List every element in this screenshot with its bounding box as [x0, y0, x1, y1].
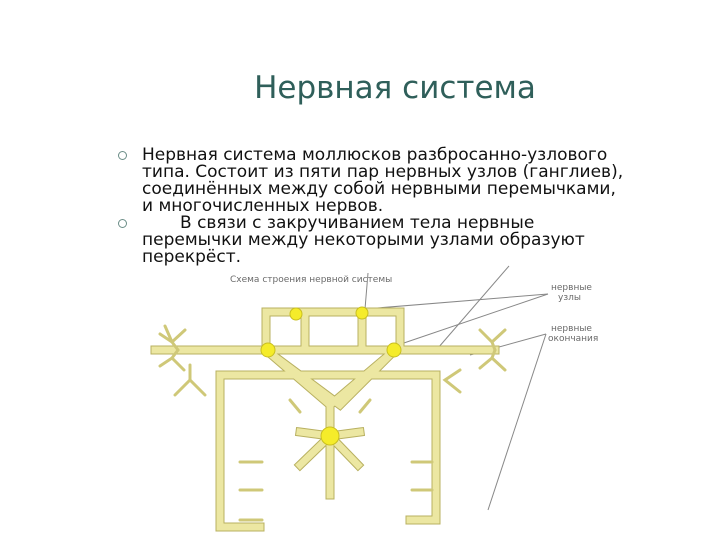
ganglion [321, 427, 339, 445]
bullet-line-text: В связи с закручиванием тела нервные [180, 213, 535, 233]
label-ganglia-line1: нервные [551, 283, 592, 293]
bullet-line: Нервная система моллюсков разбросанно-узлового [142, 145, 608, 165]
label-endings-line1: нервные [551, 324, 592, 334]
bullet-line: соединённых между собой нервными перемычками, [142, 179, 616, 199]
label-ganglia-line2: узлы [558, 293, 581, 303]
ganglion [290, 308, 302, 320]
ganglion [356, 307, 368, 319]
bullet-line: перекрёст. [142, 247, 241, 267]
ganglion [387, 343, 401, 357]
diagram-caption: Схема строения нервной системы [230, 275, 393, 285]
bullet-line: типа. Состоит из пяти пар нервных узлов (ганглиев), [142, 162, 624, 182]
bullet-line: перемычки между некоторыми узлами образуют [142, 230, 585, 250]
bullet-line: и многочисленных нервов. [142, 196, 384, 216]
ganglion [261, 343, 275, 357]
label-endings-line2: окончания [548, 334, 599, 344]
slide-title: Нервная система [254, 70, 536, 106]
